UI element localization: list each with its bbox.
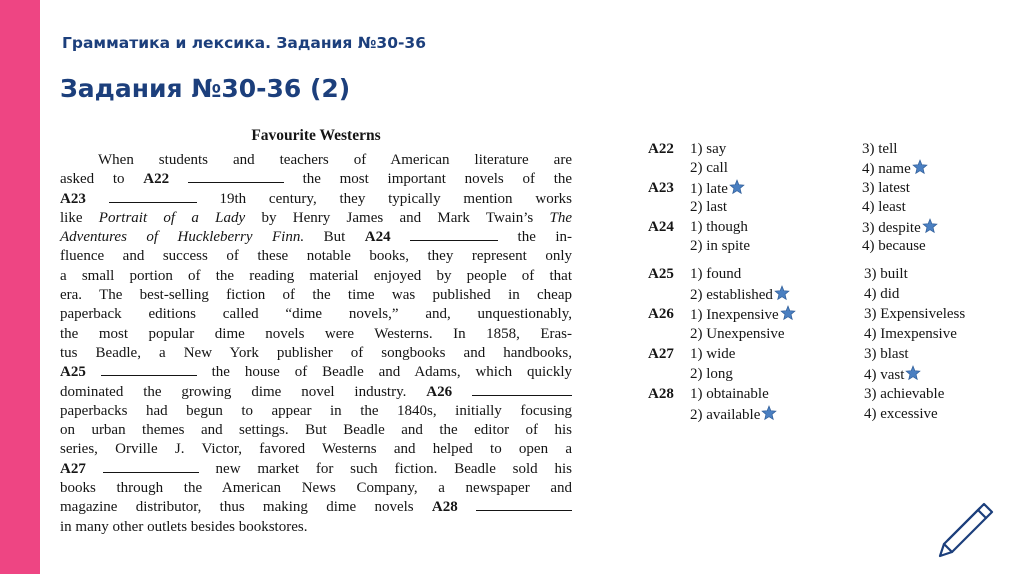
slide-subtitle: Грамматика и лексика. Задания №30-36 <box>62 34 426 52</box>
answer-blank <box>103 460 199 473</box>
option-correct: 1) Inexpensive <box>690 305 796 325</box>
option: 2) long <box>690 366 733 382</box>
question-label: A23 <box>648 180 674 196</box>
question-label: A22 <box>648 141 674 157</box>
text-line: a small portion of the reading material enjoyed by people of that <box>60 267 572 284</box>
gap-label: A28 <box>431 499 458 516</box>
star-icon <box>780 305 796 321</box>
text-line: Adventures of Huckleberry Finn. But A24 the in- <box>60 229 573 246</box>
option: 3) achievable <box>864 386 945 402</box>
text-line: paperbacks had begun to appear in the 1840s, initially focusing <box>60 402 572 419</box>
option-correct: 4) vast <box>864 365 921 385</box>
option: 4) did <box>864 286 900 302</box>
option: 3) Expensiveless <box>864 306 966 322</box>
option: 1) found <box>690 266 742 282</box>
option: 2) in spite <box>690 238 750 254</box>
text-line: magazine distributor, thus making dime novels A28 <box>60 498 572 517</box>
text-line: A25 the house of Beadle and Adams, which quickly <box>60 364 573 381</box>
star-icon <box>774 285 790 301</box>
gap-label: A23 <box>60 190 86 207</box>
text-line: like Portrait of a Lady by Henry James and Mark Twain’s The <box>60 209 573 226</box>
option: 4) excessive <box>864 406 938 422</box>
text-line: era. The best-selling fiction of the time was published in cheap <box>60 287 572 304</box>
question-label: A26 <box>648 306 674 322</box>
text-line: series, Orville J. Victor, favored Westerns and helped to open a <box>60 441 572 458</box>
option: 3) tell <box>862 141 898 157</box>
star-icon <box>922 218 938 234</box>
text-line: When students and teachers of American literature are <box>98 152 572 168</box>
gap-label: A22 <box>143 171 170 188</box>
option: 4) because <box>862 238 926 254</box>
question-label: A25 <box>648 266 674 282</box>
text-line: fluence and success of these notable books, they represent only <box>60 248 572 265</box>
option-correct: 2) available <box>690 405 777 425</box>
option-correct: 4) name <box>862 159 928 179</box>
option: 2) call <box>690 160 728 176</box>
option: 3) blast <box>864 346 909 362</box>
slide-title: Задания №30-36 (2) <box>60 74 351 103</box>
article-text <box>60 127 572 537</box>
text-line: A27 new market for such fiction. Beadle sold his <box>60 460 573 477</box>
option: 1) say <box>690 141 727 157</box>
star-icon <box>761 405 777 421</box>
text-line: tus Beadle, a New York publisher of songbooks and handbooks, <box>60 344 572 361</box>
text-line: in many other outlets besides bookstores. <box>60 518 308 535</box>
option: 3) latest <box>862 180 910 196</box>
text-line: A23 19th century, they typically mention works <box>60 190 573 207</box>
star-icon <box>729 179 745 195</box>
answer-blank <box>476 498 572 511</box>
star-icon <box>905 365 921 381</box>
answer-blank <box>410 228 498 241</box>
option: 1) obtainable <box>690 386 769 402</box>
gap-label: A27 <box>60 460 86 477</box>
text-line: the most popular dime novels were Westerns. In 1858, Eras- <box>60 325 572 342</box>
option-correct: 2) established <box>690 285 790 305</box>
gap-label: A24 <box>364 229 391 246</box>
gap-label: A26 <box>426 383 453 400</box>
answer-blank <box>188 170 284 183</box>
option: 3) built <box>864 266 908 282</box>
question-label: A24 <box>648 219 674 235</box>
option: 2) last <box>690 199 728 215</box>
article-title: Favourite Westerns <box>251 127 381 144</box>
answer-blank <box>472 383 572 396</box>
text-line: paperback editions called “dime novels,” and, unquestionably, <box>60 306 572 323</box>
option: 1) though <box>690 219 748 235</box>
gap-label: A25 <box>60 364 86 381</box>
text-line: on urban themes and settings. But Beadle and the editor of his <box>60 422 572 439</box>
answer-blank <box>101 363 197 376</box>
text-line: dominated the growing dime novel industry. A26 <box>60 383 572 402</box>
option: 4) Imexpensive <box>864 326 957 342</box>
text-line: asked to A22 the most important novels of the <box>60 171 573 188</box>
option-correct: 1) late <box>690 179 745 199</box>
answer-blank <box>109 190 197 203</box>
text-line: books through the American News Company, a newspaper and <box>60 480 572 497</box>
accent-bar <box>0 0 40 574</box>
option-correct: 3) despite <box>862 218 938 238</box>
question-label: A28 <box>648 386 674 402</box>
option: 4) least <box>862 199 906 215</box>
option: 1) wide <box>690 346 736 362</box>
option: 2) Unexpensive <box>690 326 785 342</box>
question-label: A27 <box>648 346 674 362</box>
star-icon <box>912 159 928 175</box>
pencil-icon[interactable] <box>934 498 998 560</box>
